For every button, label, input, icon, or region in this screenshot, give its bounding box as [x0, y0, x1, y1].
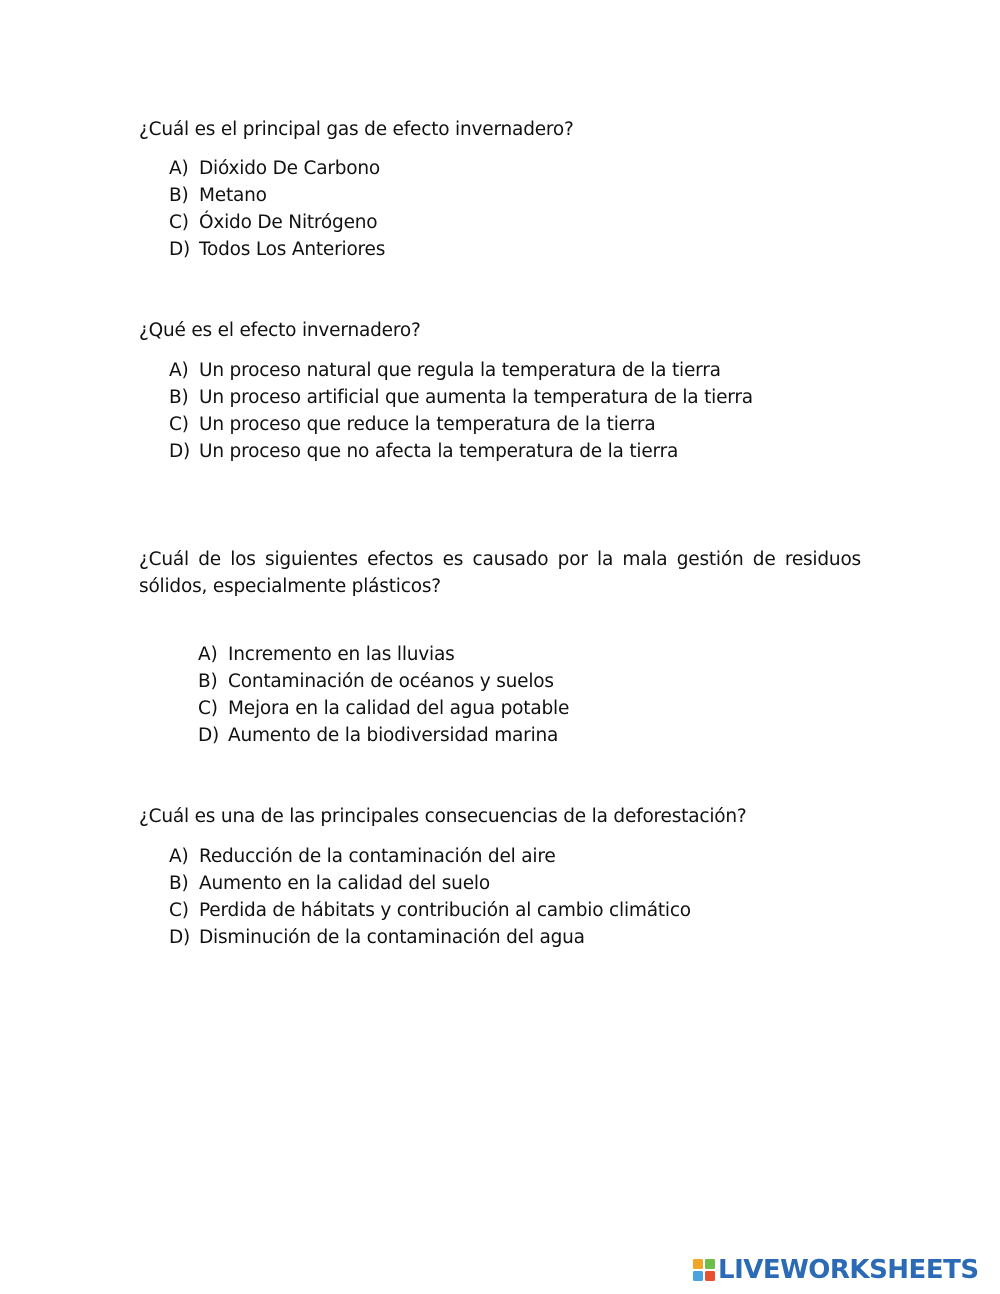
option-4a[interactable] — [169, 843, 929, 870]
option-4c[interactable] — [169, 897, 929, 924]
option-text: Aumento en la calidad del suelo — [199, 873, 490, 894]
option-text: Óxido De Nitrógeno — [199, 212, 378, 233]
option-letter: B) — [169, 185, 189, 206]
option-1c[interactable] — [169, 209, 929, 236]
liveworksheets-wordmark: LIVEWORKSHEETS — [718, 1255, 979, 1285]
option-text: Un proceso que reduce la temperatura de la tierra — [199, 414, 656, 435]
option-3a[interactable] — [198, 641, 958, 668]
option-4d[interactable] — [169, 924, 929, 951]
option-letter: A) — [198, 644, 218, 665]
question-1-options — [169, 155, 929, 263]
question-2-options — [169, 357, 929, 465]
option-letter: A) — [169, 846, 189, 867]
option-letter: C) — [169, 212, 189, 233]
option-letter: C) — [198, 698, 218, 719]
option-letter: A) — [169, 360, 189, 381]
liveworksheets-logo-icon — [693, 1259, 715, 1281]
option-letter: D) — [169, 239, 191, 260]
question-3-text: ¿Cuál de los siguientes efectos es causado por la mala gestión de residuos sólidos, especialmente plásticos? — [139, 549, 861, 597]
option-letter: B) — [198, 671, 218, 692]
question-1-text: ¿Cuál es el principal gas de efecto invernadero? — [139, 119, 574, 140]
option-3c[interactable] — [198, 695, 958, 722]
option-text: Dióxido De Carbono — [199, 158, 381, 179]
option-letter: D) — [169, 441, 191, 462]
question-2-text: ¿Qué es el efecto invernadero? — [139, 320, 421, 341]
question-4-text: ¿Cuál es una de las principales consecuencias de la deforestación? — [139, 806, 747, 827]
option-letter: A) — [169, 158, 189, 179]
option-text: Un proceso natural que regula la temperatura de la tierra — [199, 360, 721, 381]
option-1b[interactable] — [169, 182, 929, 209]
option-text: Reducción de la contaminación del aire — [199, 846, 556, 867]
logo-tile-1 — [693, 1259, 703, 1269]
option-2d[interactable] — [169, 438, 929, 465]
logo-tile-3 — [693, 1271, 703, 1281]
option-text: Contaminación de océanos y suelos — [228, 671, 554, 692]
option-2a[interactable] — [169, 357, 929, 384]
option-letter: D) — [198, 725, 220, 746]
option-text: Metano — [199, 185, 267, 206]
option-text: Perdida de hábitats y contribución al cambio climático — [199, 900, 691, 921]
option-text: Aumento de la biodiversidad marina — [228, 725, 559, 746]
option-1a[interactable] — [169, 155, 929, 182]
logo-tile-2 — [705, 1259, 715, 1269]
option-text: Un proceso que no afecta la temperatura de la tierra — [199, 441, 679, 462]
option-4b[interactable] — [169, 870, 929, 897]
option-1d[interactable] — [169, 236, 929, 263]
question-4-options — [169, 843, 929, 951]
option-text: Todos Los Anteriores — [199, 239, 386, 260]
option-letter: B) — [169, 387, 189, 408]
option-letter: B) — [169, 873, 189, 894]
option-text: Mejora en la calidad del agua potable — [228, 698, 570, 719]
option-3b[interactable] — [198, 668, 958, 695]
option-letter: C) — [169, 414, 189, 435]
option-2b[interactable] — [169, 384, 929, 411]
liveworksheets-brand — [693, 1256, 979, 1284]
logo-tile-4 — [705, 1271, 715, 1281]
option-text: Incremento en las lluvias — [228, 644, 455, 665]
option-letter: C) — [169, 900, 189, 921]
option-letter: D) — [169, 927, 191, 948]
option-text: Un proceso artificial que aumenta la temperatura de la tierra — [199, 387, 753, 408]
option-2c[interactable] — [169, 411, 929, 438]
option-3d[interactable] — [198, 722, 958, 749]
question-3-options — [198, 641, 958, 749]
option-text: Disminución de la contaminación del agua — [199, 927, 585, 948]
